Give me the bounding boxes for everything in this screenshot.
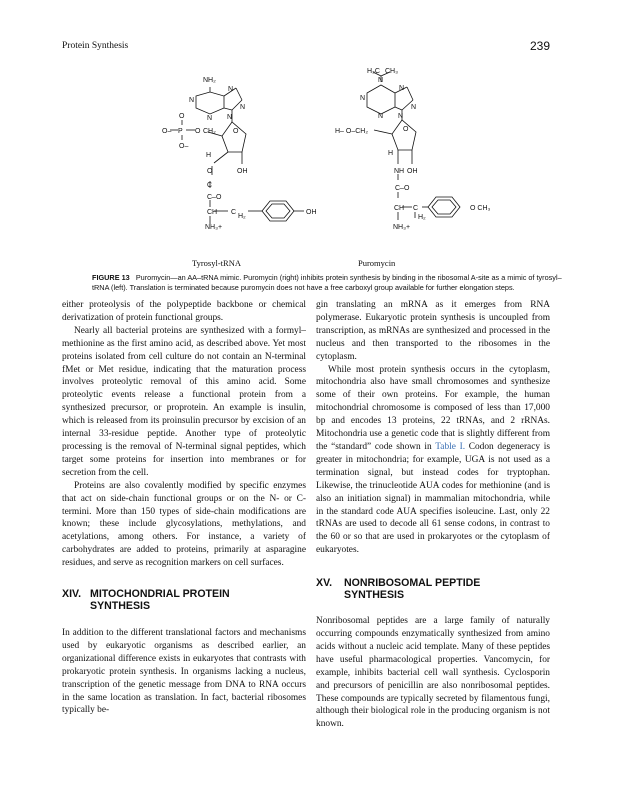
- running-title: Protein Synthesis: [62, 41, 129, 51]
- atom-n: N: [399, 85, 405, 92]
- left-adenine-ring: [196, 92, 224, 114]
- section-heading-xiv: [62, 588, 306, 612]
- atom-c-o: C–O: [395, 185, 410, 192]
- paragraph: Proteins are also covalently modified by specific enzymes that act on side-chain functional groups or on the N- or C-termini. More than 150 types of side-chain modifications are known; these include glycosylations, methylations, and acetylations, among others. For instance, a variety of carbohydrates are added to proteins, primarily at asparagine residues, and serve as recognition markers on cell surfaces.: [62, 480, 306, 569]
- tyrosyl-trna-label: Tyrosyl-tRNA: [192, 258, 241, 268]
- atom-n: N: [378, 77, 384, 84]
- atom-c: C: [207, 182, 213, 189]
- section-title-line: SYNTHESIS: [344, 589, 405, 602]
- section-title-line: NONRIBOSOMAL PEPTIDE: [344, 577, 481, 590]
- atom-h-o-ch2: H– O–CH₂: [335, 128, 369, 135]
- caption-text: Puromycin—an AA–tRNA mimic. Puromycin (right) inhibits protein synthesis by binding in the ribosomal A-site as a mimic of tyrosyl–tRNA (left). Translation is terminated because puromycin does not have a free carboxyl group available for further elongation steps.: [92, 273, 562, 292]
- right-adenine-ring: [367, 85, 395, 114]
- atom-o: O: [195, 128, 201, 135]
- atom-n: N: [227, 114, 233, 121]
- section-title-line: SYNTHESIS: [90, 600, 151, 613]
- paragraph: [316, 364, 550, 558]
- atom-o: O–: [162, 128, 172, 135]
- atom-ch: CH: [207, 209, 218, 216]
- paragraph: either proteolysis of the polypeptide backbone or chemical derivatization of protein functional groups.: [62, 300, 306, 323]
- atom-n: N: [411, 104, 417, 111]
- atom-h2: H₂: [418, 214, 426, 221]
- caption-label: FIGURE 13: [92, 273, 130, 282]
- atom-nh3: NH₃+: [205, 224, 223, 231]
- paragraph: gin translating an mRNA as it emerges from RNA polymerase. Eukaryotic protein synthesis is uncoupled from transcription, as mRNAs are synthesized and processed in the nucleus and then transported to the ribosomes in the cytoplasm.: [316, 300, 550, 362]
- atom-oh: OH: [407, 168, 418, 175]
- puromycin-label: Puromycin: [358, 258, 396, 268]
- section-number: XV.: [316, 577, 333, 590]
- section-title-line: MITOCHONDRIAL PROTEIN: [90, 588, 230, 601]
- atom-n: N: [189, 97, 195, 104]
- atom-c: C: [231, 209, 237, 216]
- atom-o: O: [233, 128, 239, 135]
- left-nh2-label: NH₂: [203, 77, 216, 84]
- atom-n: N: [360, 95, 366, 102]
- atom-n: N: [228, 86, 234, 93]
- page-number: 239: [530, 39, 551, 53]
- atom-nh: NH: [394, 168, 405, 175]
- atom-o-ch3: O CH₃: [470, 205, 491, 212]
- atom-h3c: H₃C: [367, 68, 380, 75]
- atom-o: O: [179, 113, 185, 120]
- atom-h: H: [206, 152, 212, 159]
- paragraph: Nonribosomal peptides are a large family of naturally occurring compounds enzymatically synthesized from amino acids without a nucleic acid template. Many of these peptides have useful pharmacological properties. Vancomycin, for example, inhibits bacterial cell wall synthesis. Cyclosporin and precursors of penicillin are also nonribosomal peptides. These compounds are typically secreted by filamentous fungi, although their biological role in the producing organism is not known.: [316, 616, 550, 730]
- table-i-link[interactable]: Table I.: [435, 441, 466, 452]
- left-column: [62, 299, 306, 717]
- paragraph: In addition to the different translational factors and mechanisms used by eukaryotic organisms as described earlier, an organizational difference exists in eukaryotes that contrasts with prokaryotic protein synthesis. In organisms lacking a nucleus, transcription of the genetic message from DNA to RNA occurs in the same location as translation. In fact, bacterial ribosomes typically be-: [62, 628, 306, 716]
- atom-c-o: C–O: [207, 194, 222, 201]
- atom-n: N: [398, 113, 404, 120]
- figure-caption: [92, 273, 562, 293]
- atom-nh3: NH₃+: [393, 224, 411, 231]
- atom-ch: CH: [394, 205, 405, 212]
- atom-c: C: [413, 205, 419, 212]
- atom-p: P: [178, 128, 183, 135]
- atom-ch3: CH₃: [385, 68, 398, 75]
- atom-oh: OH: [306, 209, 317, 216]
- atom-n: N: [240, 104, 246, 111]
- atom-n: N: [207, 115, 213, 122]
- puromycin-figure: [0, 60, 617, 275]
- section-heading-xv: [316, 577, 550, 601]
- section-number: XIV.: [62, 588, 82, 601]
- atom-ch2: CH₂: [203, 128, 216, 135]
- atom-o: O–: [179, 143, 189, 150]
- paragraph-text: While most protein synthesis occurs in the cytoplasm, mitochondria also have small chromosomes and synthesize some of their own proteins. For example, the human mitochondrial chromosome is composed of less than 17,000 bp and encodes 13 proteins, 22 tRNAs, and 2 rRNAs. Mitochondria use a genetic code that is slightly different from the “standard” code shown in: [316, 364, 550, 452]
- paragraph: Nearly all bacterial proteins are synthesized with a formyl–methionine as the first amino acid, as described above. Yet most proteins isolated from cell culture do not contain an N-terminal fMet or Met residue, indicating that the maturation process involves proteolytic removal of this amino acid. Some proteolytic events release a functional protein from a synthesized precursor, or proprotein. An example is insulin, which is released from its proinsulin precursor by excision of an internal 33-residue peptide. Another type of proteolytic processing is the removal of N-terminal signal peptides, which target some proteins for insertion into membranes or for secretion from the cell.: [62, 325, 306, 478]
- atom-o: O: [403, 126, 409, 133]
- atom-oh: OH: [237, 168, 248, 175]
- atom-o: O: [207, 168, 213, 175]
- paragraph-text: Codon degeneracy is greater in mitochondria; for example, UGA is not used as a termination signal, but instead codes for tryptophan. Likewise, the trinucleotide AUA codes for methionine (and is also an initiation signal) in mammalian mitochondria, while in the standard code AUA specifies isoleucine. Last, only 22 tRNAs are used to decode all 61 sense codons, in contrast to the 60 or so that are used in prokaryotes or the cytoplasm of eukaryotes.: [316, 441, 550, 556]
- right-column: [316, 299, 550, 731]
- atom-h: H: [388, 150, 394, 157]
- atom-h2: H₂: [238, 213, 246, 220]
- atom-n: N: [378, 113, 384, 120]
